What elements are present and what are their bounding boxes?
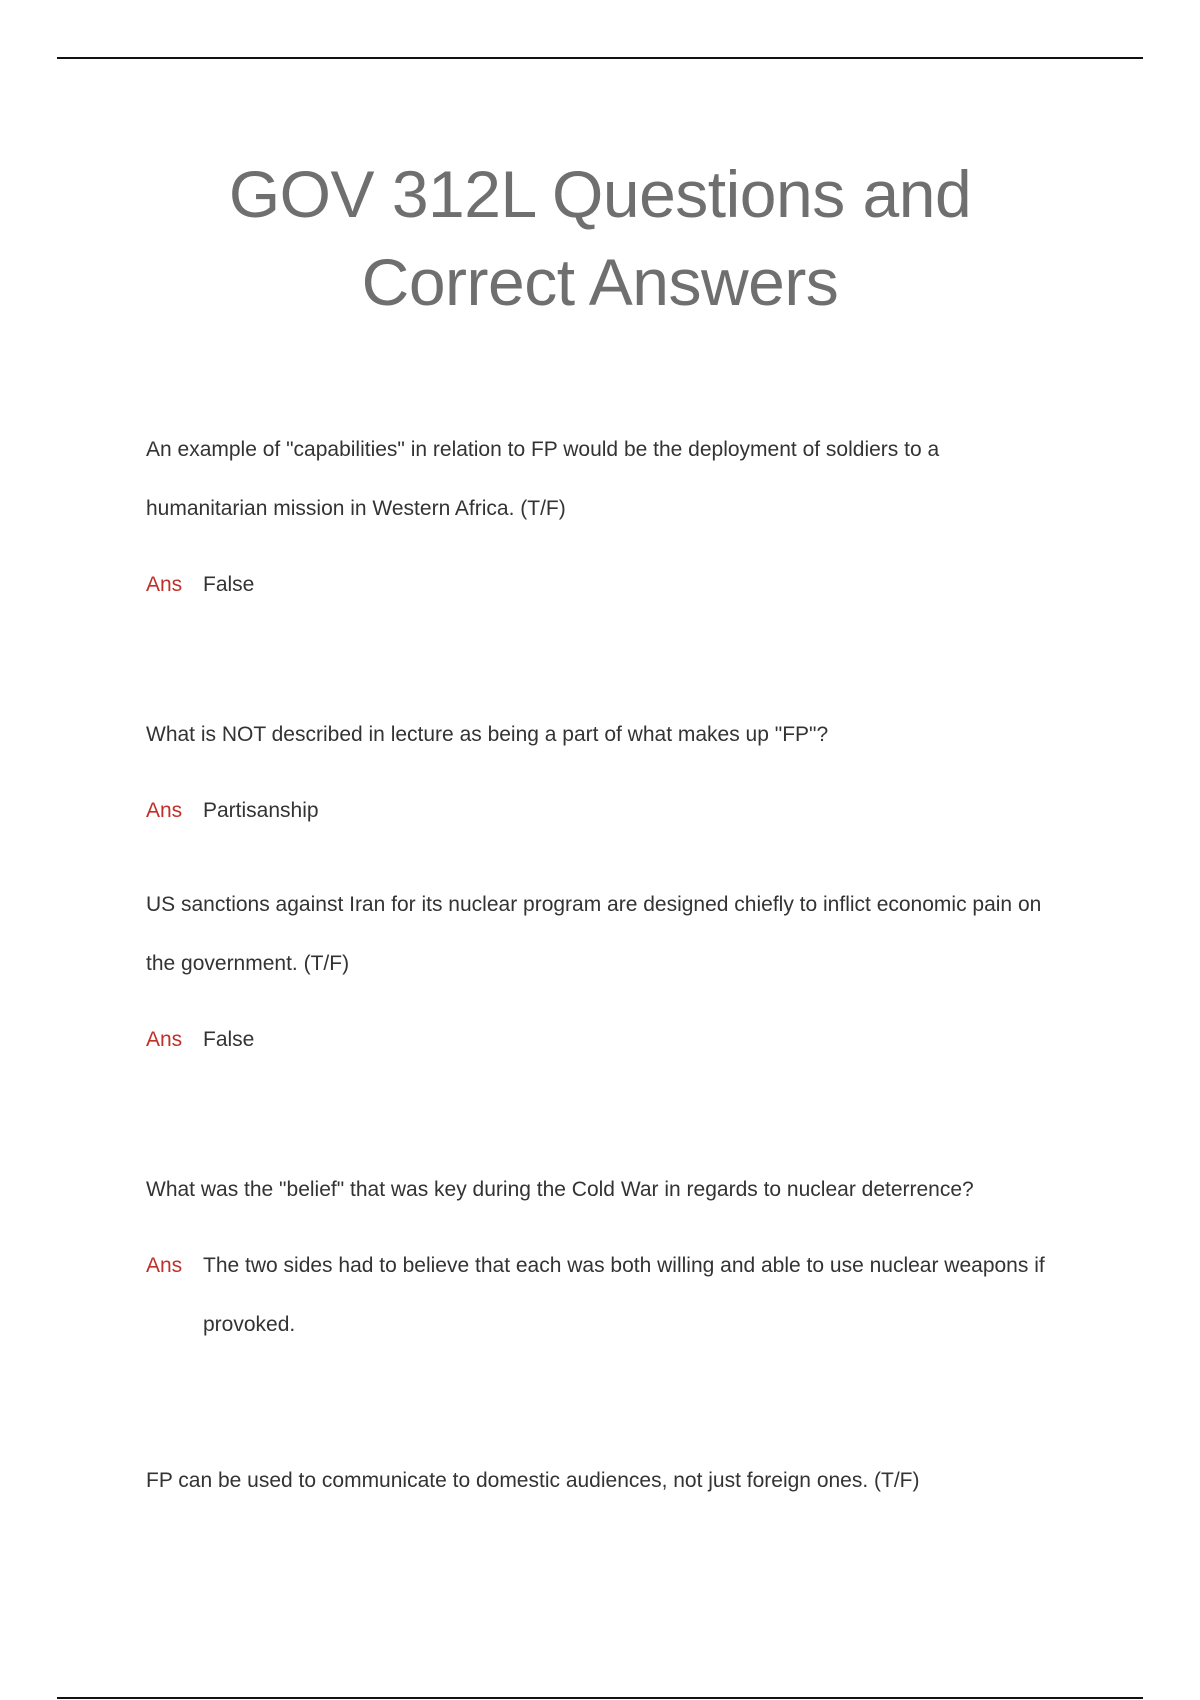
answer-text: Partisanship: [203, 799, 319, 822]
qa-list: [146, 420, 1066, 1510]
title-line-1: GOV 312L Questions and: [228, 157, 972, 231]
question-text: An example of "capabilities" in relation to FP would be the deployment of soldiers to a humanitarian mission in Western Africa. (T/F): [146, 438, 940, 520]
qa-item-1: [146, 420, 1066, 647]
answer-label: Ans: [146, 1254, 183, 1277]
top-rule: [57, 57, 1143, 59]
bottom-rule: [57, 1697, 1143, 1699]
answer-text: False: [203, 573, 255, 596]
answer-row: [146, 1010, 1066, 1069]
question-text: US sanctions against Iran for its nuclear program are designed chiefly to inflict economic pain on the government. (T/F): [146, 893, 1042, 975]
answer-label: Ans: [146, 799, 183, 822]
answer-row: [146, 555, 1066, 614]
qa-item-5: [146, 1451, 1066, 1510]
document-title: [0, 150, 1200, 326]
question-text: What is NOT described in lecture as being a part of what makes up "FP"?: [146, 723, 829, 746]
question-text: What was the "belief" that was key during the Cold War in regards to nuclear deterrence?: [146, 1178, 974, 1201]
answer-text: The two sides had to believe that each was both willing and able to use nuclear weapons if provoked.: [203, 1254, 1045, 1336]
qa-item-4: [146, 1160, 1066, 1354]
answer-label: Ans: [146, 573, 183, 596]
answer-label: Ans: [146, 1028, 183, 1051]
title-line-2: Correct Answers: [361, 245, 839, 319]
question-text: FP can be used to communicate to domestic audiences, not just foreign ones. (T/F): [146, 1469, 920, 1492]
answer-row: [146, 781, 1066, 840]
qa-item-3: [146, 875, 1066, 1102]
answer-text: False: [203, 1028, 255, 1051]
answer-row: [146, 1236, 1066, 1354]
